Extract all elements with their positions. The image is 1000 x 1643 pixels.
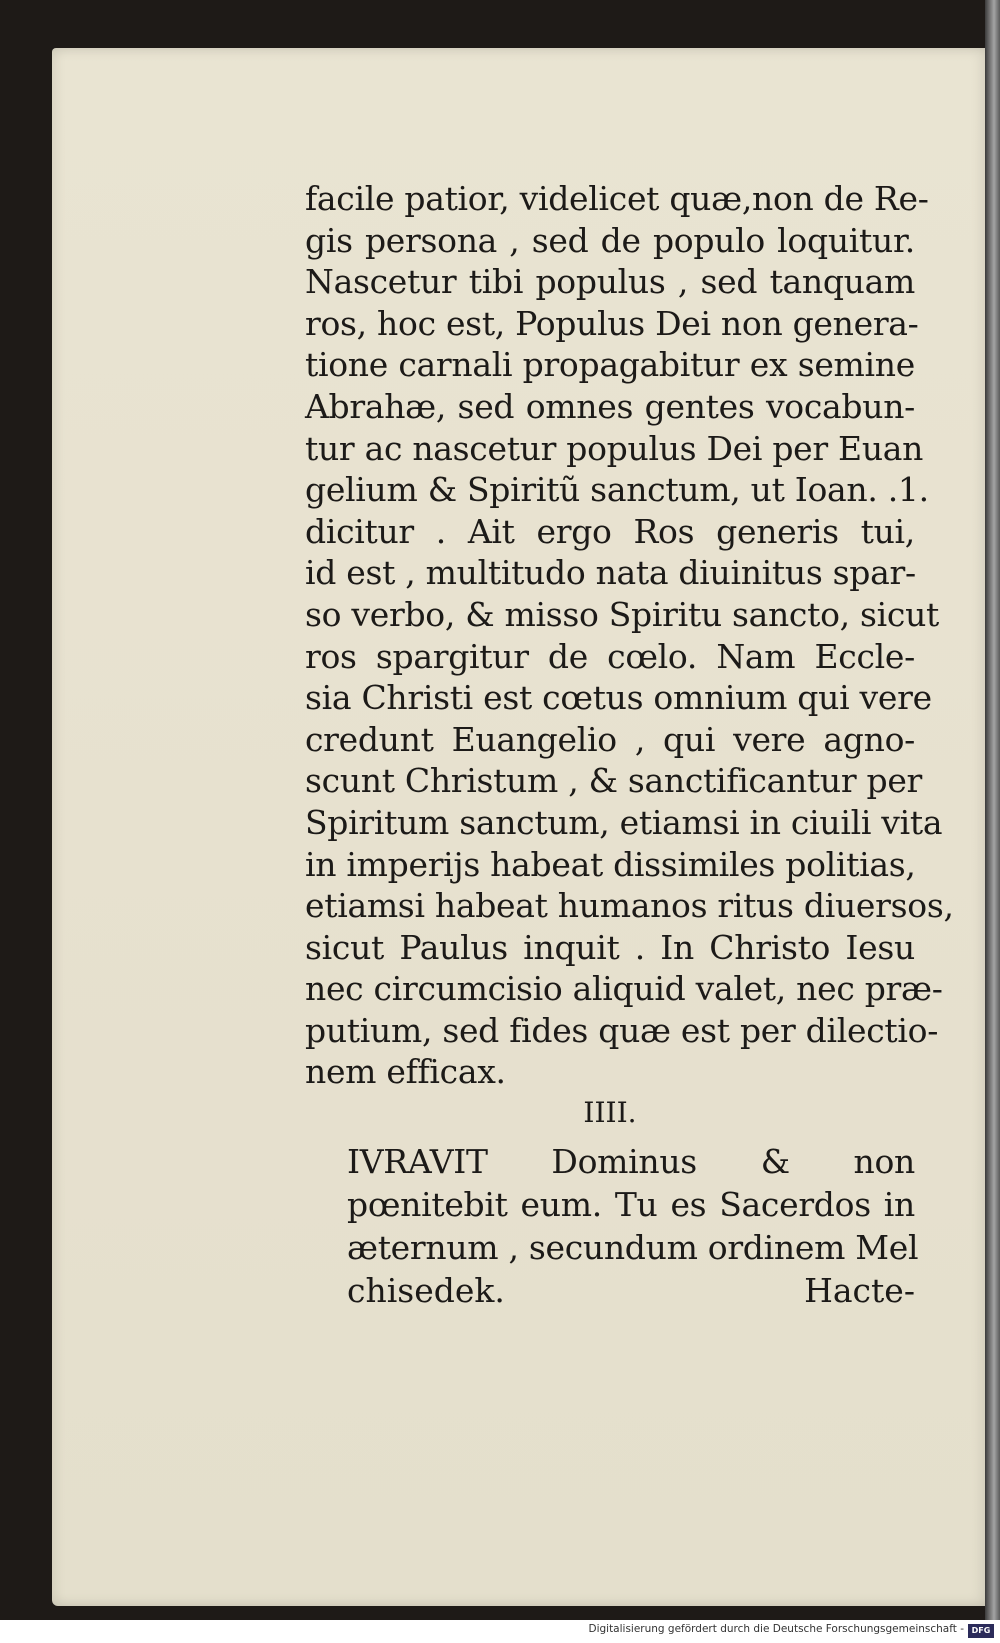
text-line: Spiritum sanctum, etiamsi in ciuili vita <box>305 802 943 842</box>
verse-last-row <box>347 1269 915 1312</box>
text-line: etiamsi habeat humanos ritus diuersos, <box>305 886 954 926</box>
text-line: Abrahæ, sed omnes gentes vocabun- <box>305 386 915 426</box>
dfg-logo: DFG <box>968 1624 994 1638</box>
text-line: nec circumcisio aliquid valet, nec præ- <box>305 969 943 1009</box>
verse-text <box>347 1140 919 1312</box>
text-line: nem efficax. <box>305 1052 506 1092</box>
verse-last-line: chisedek. <box>347 1271 505 1310</box>
section-number: IIII. <box>583 1096 637 1129</box>
text-line: ros spargitur de cœlo. Nam Eccle- <box>305 636 915 676</box>
text-line: putium, sed fides quæ est per dilectio- <box>305 1010 939 1050</box>
text-line: in imperijs habeat dissimiles politias, <box>305 844 916 884</box>
text-line: id est , multitudo nata diuinitus spar- <box>305 553 916 593</box>
text-line: scunt Christum , & sanctificantur per <box>305 761 923 801</box>
text-line: tione carnali propagabitur ex semine <box>305 345 915 385</box>
text-line: Nascetur tibi populus , sed tanquam <box>305 262 915 302</box>
footer-bar <box>0 1620 1000 1643</box>
text-line: credunt Euangelio , qui vere agno- <box>305 719 915 759</box>
text-line: tur ac nascetur populus Dei per Euan <box>305 428 924 468</box>
text-line: facile patior, videlicet quæ,non de Re- <box>305 179 929 218</box>
verse-line: pœnitebit eum. Tu es Sacerdos in <box>347 1185 915 1224</box>
text-line: gelium & Spiritũ sanctum, ut Ioan. .1. <box>305 470 929 510</box>
verse-line: æternum , secundum ordinem Mel <box>347 1228 919 1267</box>
body-text <box>305 178 954 1093</box>
verse-line: IVRAVIT Dominus & non <box>347 1142 915 1181</box>
text-line: so verbo, & misso Spiritu sancto, sicut <box>305 594 940 634</box>
footer-credit: Digitalisierung gefördert durch die Deutsche Forschungsgemeinschaft - <box>588 1623 964 1635</box>
text-line: gis persona , sed de populo loquitur. <box>305 220 915 260</box>
text-line: ros, hoc est, Populus Dei non genera- <box>305 303 919 343</box>
text-line: sia Christi est cœtus omnium qui vere <box>305 678 932 718</box>
page-edge-strip <box>985 0 1000 1620</box>
catchword: Hacte- <box>804 1271 915 1310</box>
text-line: sicut Paulus inquit . In Christo Iesu <box>305 927 915 967</box>
text-line: dicitur . Ait ergo Ros generis tui, <box>305 511 915 551</box>
